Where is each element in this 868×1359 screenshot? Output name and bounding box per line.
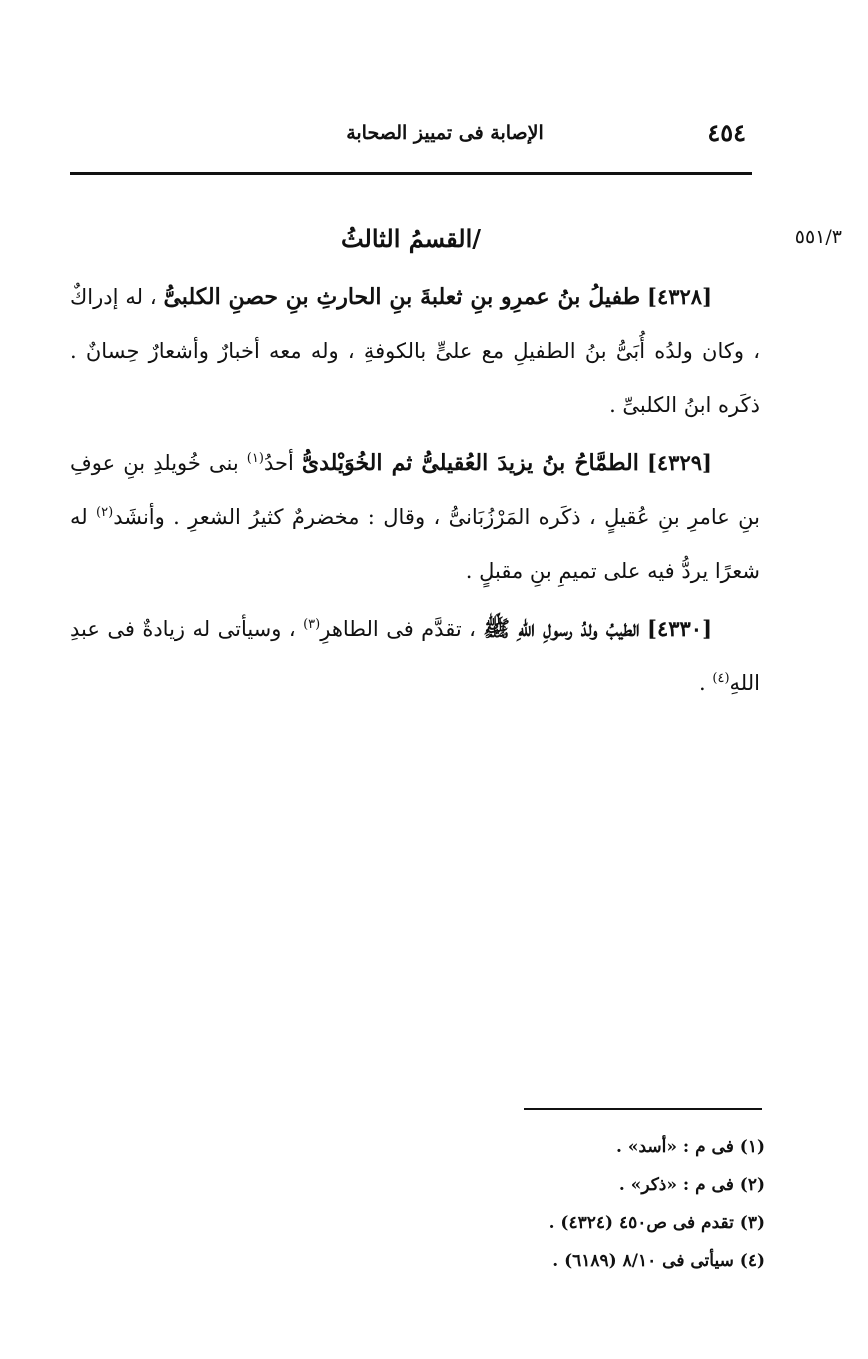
footnote-3: (٣) تقدم فى ص٤٥٠ (٤٣٢٤) . [548, 1213, 765, 1233]
entry-name: الطمَّاحُ بنُ يزيدَ العُقيلىُّ ثم الخُوَيْلدىُّ [301, 450, 639, 476]
footnote-4: (٤) سيأتى فى ٨/١٠ (٦١٨٩) . [552, 1251, 765, 1271]
entry-name: الطيبُ ولدُ رسولِ اللهِ ﷺ [483, 616, 640, 642]
running-title: الإصابة فى تمييز الصحابة [346, 122, 544, 144]
entry-text: بنى خُويلدِ بنِ عوفِ بنِ عامرِ بنِ عُقيلٍ ، ذكَره المَرْزُبَانىُّ ، وقال : مخضرمٌ كثيرُ الشعرِ . وأنشَد [70, 451, 760, 529]
section-title: /القسمُ الثالثُ [340, 224, 482, 253]
margin-volume-page-reference: ٥٥١/٣ [794, 226, 842, 248]
entry-number: [٤٣٢٩] [646, 450, 712, 475]
entry-4329 [70, 436, 760, 598]
footnote-marker[interactable]: (١) [246, 451, 264, 466]
entry-number: [٤٣٢٨] [647, 284, 712, 309]
footnote-2: (٢) فى م : «ذكر» . [618, 1175, 765, 1195]
page-number: ٤٥٤ [707, 118, 746, 147]
footnote-marker[interactable]: (٢) [96, 505, 114, 520]
entry-text: ، تقدَّم فى الطاهرِ [320, 617, 476, 641]
footnote-1: (١) فى م : «أسد» . [616, 1137, 765, 1157]
footnote-divider [524, 1108, 762, 1110]
entry-text: ، وسيأتى له زيادةٌ فى عبدِ اللهِ [70, 617, 760, 695]
entry-number: [٤٣٣٠] [647, 616, 712, 641]
entry-text: له شعرًا يردُّ فيه على تميمِ بنِ مقبلٍ . [70, 505, 760, 583]
entry-4330 [70, 602, 760, 710]
entry-text: . [699, 671, 706, 695]
footnote-marker[interactable]: (٤) [712, 671, 730, 686]
footnotes [420, 1128, 765, 1280]
entry-text: أحدُ [263, 451, 294, 475]
page-header [70, 118, 752, 158]
header-divider [70, 172, 752, 175]
footnote-marker[interactable]: (٣) [303, 617, 321, 632]
main-text [70, 270, 760, 714]
entry-4328 [70, 270, 760, 432]
entry-text: ، له إدراكٌ ، وكان ولدُه أُبَىُّ بنُ الطفيلِ مع علىٍّ بالكوفةِ ، وله معه أخبارٌ وأشعارٌ حِسانٌ . ذكَره ابنُ الكلبىِّ . [70, 285, 760, 417]
entry-name: طفيلُ بنُ عمرِو بنِ ثعلبةَ بنِ الحارثِ بنِ حصنِ الكلبىُّ [163, 284, 641, 310]
